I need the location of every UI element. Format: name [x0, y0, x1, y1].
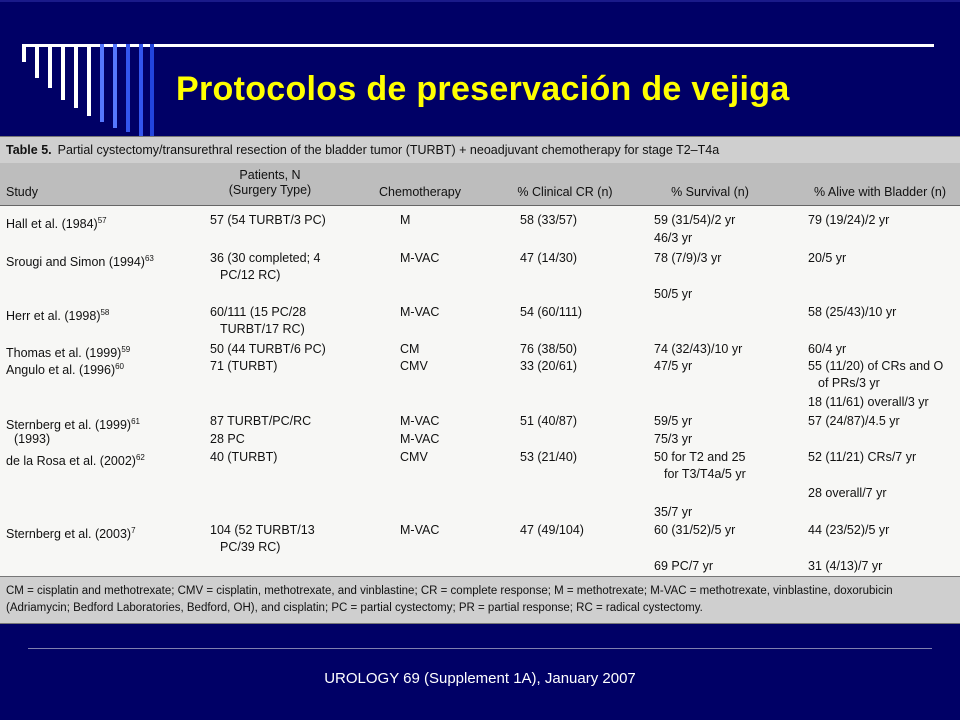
row-delarosa-chemo: CMV — [400, 450, 428, 464]
row-sternberg2003-study: Sternberg et al. $(2003)^7$ — [6, 526, 136, 542]
row-angulo-chemo: CMV — [400, 359, 428, 373]
row-angulo-patients: 71 (TURBT) — [210, 359, 278, 373]
row-herr-patients: 60/111 (15 PC/28 — [210, 305, 307, 319]
row-herr-chemo: M-VAC — [400, 305, 440, 319]
table-caption-text: Partial cystectomy/transurethral resection of the bladder tumor (TURBT) + neoadjuvant chemotherapy for stage T2–T4a — [57, 143, 720, 157]
row-hall-cr: 58 (33/57) — [520, 213, 577, 227]
row-sternberg1999-chemo: M-VAC — [400, 414, 440, 428]
table-footnote: CM = cisplatin and methotrexate; CMV = cisplatin, methotrexate, and vinblastine; CR = complete response; M = methotrexate; M-VAC = methotrexate, vinblastine, doxorubicin (Adriamycin; Bedford Laboratories, Bedford, OH), and cisplatin; PC = partial cystectomy; PR = partial response; RC = radical cystectomy. — [6, 585, 893, 614]
row-herr-patients-cont: TURBT/17 RC) — [220, 322, 305, 336]
table-caption — [6, 143, 719, 157]
row-sternberg1993-survival: 75/3 yr — [654, 432, 693, 446]
row-hall-study: Hall et al. $(1984)^{57}$ — [6, 216, 107, 232]
row-angulo-alive: 55 (11/20) of CRs and O — [808, 359, 944, 373]
row-sternberg2003-survival-extra: 69 PC/7 yr — [654, 559, 714, 573]
row-thomas-survival: 74 (32/43)/10 yr — [654, 342, 743, 356]
table-label: Table 5. — [6, 143, 52, 157]
header-alive-bladder: % Alive with Bladder (n) — [813, 185, 946, 199]
header-chemotherapy: Chemotherapy — [379, 185, 461, 199]
slide-title: Protocolos de preservación de vejiga — [176, 70, 790, 108]
row-herr-alive: 58 (25/43)/10 yr — [808, 305, 897, 319]
row-thomas-chemo: CM — [400, 342, 420, 356]
row-sternberg1999-patients: 87 TURBT/PC/RC — [210, 414, 312, 428]
row-sternberg1999-survival: 59/5 yr — [654, 414, 693, 428]
slide-source: UROLOGY 69 (Supplement 1A), January 2007 — [324, 670, 636, 687]
header-patients-line1: Patients, N — [239, 168, 301, 182]
row-thomas-cr: 76 (38/50) — [520, 342, 577, 356]
row-sternberg1999-study: Sternberg et al. $(1999)^{61}$ — [6, 417, 140, 433]
row-srougi-patients: 36 (30 completed; 4 — [210, 251, 321, 265]
row-sternberg2003-cr: 47 (49/104) — [520, 523, 584, 537]
row-angulo-alive-cont: of PRs/3 yr — [818, 376, 880, 390]
header-survival: % Survival (n) — [671, 185, 749, 199]
row-delarosa-survival-extra: 35/7 yr — [654, 505, 693, 519]
row-sternberg1993-chemo: M-VAC — [400, 432, 440, 446]
row-sternberg1993-patients: 28 PC — [210, 432, 245, 446]
row-sternberg1999-cr: 51 (40/87) — [520, 414, 577, 428]
row-delarosa-study: de la Rosa et al. $(2002)^{62}$ — [6, 453, 145, 469]
row-srougi-survival-extra: 50/5 yr — [654, 287, 693, 301]
row-sternberg2003-alive-extra: 31 (4/13)/7 yr — [808, 559, 883, 573]
header-patients — [200, 168, 340, 198]
row-sternberg1999-alive: 57 (24/87)/4.5 yr — [808, 414, 900, 428]
row-thomas-study: Thomas et al. $(1999)^{59}$ — [6, 345, 131, 361]
table-header — [0, 163, 960, 206]
row-angulo-survival: 47/5 yr — [654, 359, 693, 373]
row-sternberg1993-study: (1993) — [14, 432, 51, 446]
slide-top-edge — [0, 0, 960, 2]
row-delarosa-alive-extra: 28 overall/7 yr — [808, 486, 887, 500]
row-delarosa-alive: 52 (11/21) CRs/7 yr — [808, 450, 917, 464]
row-sternberg2003-alive: 44 (23/52)/5 yr — [808, 523, 890, 537]
row-hall-survival-extra: 46/3 yr — [654, 231, 693, 245]
row-hall-survival: 59 (31/54)/2 yr — [654, 213, 736, 227]
row-herr-cr: 54 (60/111) — [520, 305, 583, 319]
row-herr-study: Herr et al. $(1998)^{58}$ — [6, 308, 110, 324]
table-caption-bar — [0, 136, 960, 164]
row-thomas-alive: 60/4 yr — [808, 342, 847, 356]
row-hall-chemo: M — [400, 213, 411, 227]
row-srougi-cr: 47 (14/30) — [520, 251, 577, 265]
row-hall-alive: 79 (19/24)/2 yr — [808, 213, 890, 227]
row-angulo-alive-extra: 18 (11/61) overall/3 yr — [808, 395, 929, 409]
row-thomas-patients: 50 (44 TURBT/6 PC) — [210, 342, 326, 356]
header-clinical-cr: % Clinical CR (n) — [517, 185, 613, 199]
row-delarosa-survival-cont: for T3/T4a/5 yr — [664, 467, 746, 481]
row-srougi-study: Srougi and Simon $(1994)^{63}$ — [6, 254, 154, 270]
table-footnote-bar — [0, 576, 960, 624]
row-srougi-patients-cont: PC/12 RC) — [220, 268, 281, 282]
row-sternberg2003-survival: 60 (31/52)/5 yr — [654, 523, 736, 537]
row-delarosa-survival: 50 for T2 and 25 — [654, 450, 746, 464]
row-srougi-chemo: M-VAC — [400, 251, 440, 265]
row-hall-patients: 57 (54 TURBT/3 PC) — [210, 213, 326, 227]
row-srougi-alive: 20/5 yr — [808, 251, 847, 265]
table-image — [0, 136, 960, 624]
header-patients-line2: (Surgery Type) — [228, 183, 312, 197]
row-srougi-survival: 78 (7/9)/3 yr — [654, 251, 722, 265]
row-sternberg2003-chemo: M-VAC — [400, 523, 440, 537]
row-sternberg2003-patients-cont: PC/39 RC) — [220, 540, 281, 554]
row-angulo-cr: 33 (20/61) — [520, 359, 577, 373]
row-angulo-study: Angulo et al. $(1996)^{60}$ — [6, 362, 125, 378]
row-sternberg2003-patients: 104 (52 TURBT/13 — [210, 523, 315, 537]
row-delarosa-patients: 40 (TURBT) — [210, 450, 278, 464]
row-delarosa-cr: 53 (21/40) — [520, 450, 577, 464]
decorative-vertical-bars — [22, 44, 162, 136]
footer-rule — [28, 648, 932, 649]
header-study: Study — [6, 185, 38, 199]
